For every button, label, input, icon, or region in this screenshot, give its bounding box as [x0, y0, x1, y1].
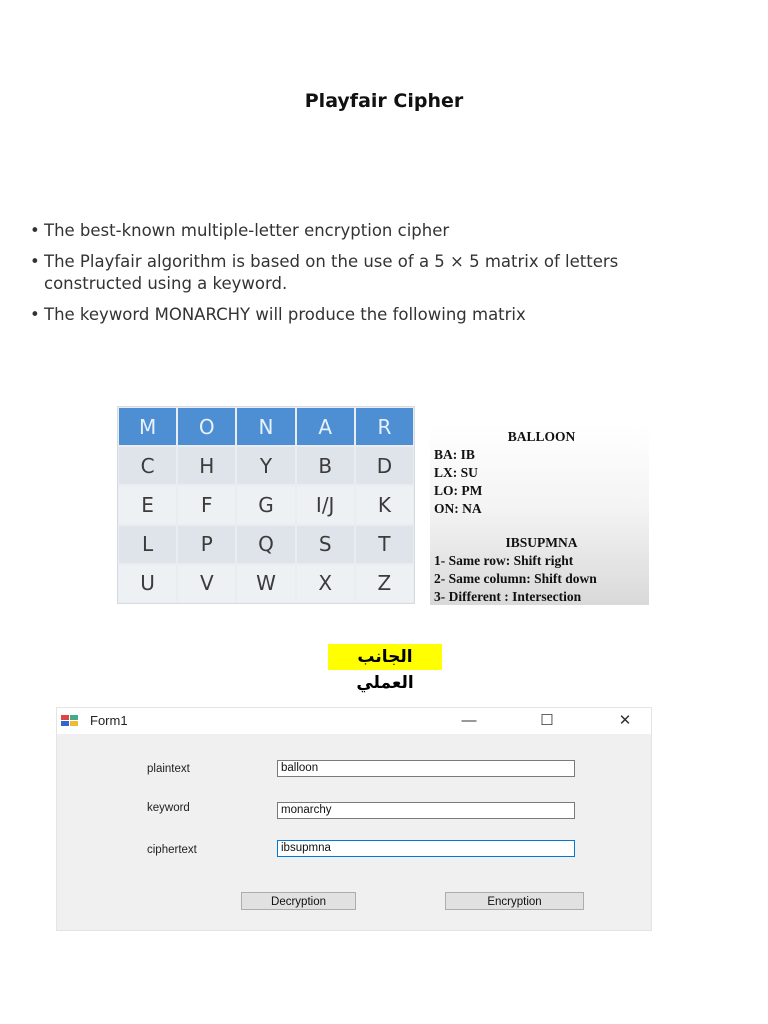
matrix-cell: X [297, 565, 354, 602]
minimize-button[interactable]: — [461, 712, 477, 729]
playfair-matrix [117, 406, 415, 604]
title-bar[interactable] [57, 708, 651, 734]
matrix-cell: T [356, 526, 413, 563]
keyword-input[interactable]: monarchy [277, 802, 575, 819]
plaintext-label: plaintext [147, 763, 190, 775]
matrix-cell: L [119, 526, 176, 563]
matrix-cell: W [237, 565, 294, 602]
matrix-cell: E [119, 486, 176, 523]
notes-pair: LX: SU [434, 465, 478, 480]
matrix-cell: A [297, 408, 354, 445]
form-app-icon [61, 715, 81, 727]
maximize-button[interactable]: ☐ [540, 712, 554, 729]
notes-pair: ON: NA [434, 501, 482, 516]
matrix-cell: Q [237, 526, 294, 563]
matrix-cell: R [356, 408, 413, 445]
matrix-cell: Y [237, 447, 294, 484]
matrix-cell: D [356, 447, 413, 484]
notes-pair: BA: IB [434, 447, 475, 462]
matrix-cell: O [178, 408, 235, 445]
matrix-cell: G [237, 486, 294, 523]
matrix-cell: H [178, 447, 235, 484]
matrix-cell: K [356, 486, 413, 523]
matrix-cell: V [178, 565, 235, 602]
matrix-cell: C [119, 447, 176, 484]
matrix-cell: M [119, 408, 176, 445]
bullet-item: • The best-known multiple-letter encryption cipher [30, 220, 670, 242]
matrix-cell: B [297, 447, 354, 484]
bullet-item: • The keyword MONARCHY will produce the following matrix [30, 304, 670, 326]
practical-section-heading: الجانب العملي [328, 644, 442, 670]
matrix-cell: S [297, 526, 354, 563]
matrix-cell: F [178, 486, 235, 523]
keyword-label: keyword [147, 802, 190, 814]
matrix-cell: Z [356, 565, 413, 602]
matrix-cell: P [178, 526, 235, 563]
notes-heading: BALLOON [507, 429, 576, 444]
matrix-cell: U [119, 565, 176, 602]
ciphertext-label: ciphertext [147, 844, 197, 856]
matrix-cell: I/J [297, 486, 354, 523]
encryption-button[interactable]: Encryption [445, 892, 584, 910]
notes-rule: 3- Different : Intersection [434, 589, 582, 604]
page-title: Playfair Cipher [304, 90, 464, 112]
close-button[interactable]: ✕ [618, 712, 632, 729]
notes-rule: 1- Same row: Shift right [434, 553, 574, 568]
example-notes [430, 424, 649, 605]
ciphertext-input[interactable]: ibsupmna [277, 840, 575, 857]
notes-rule: 2- Same column: Shift down [434, 571, 597, 586]
notes-pair: LO: PM [434, 483, 483, 498]
form-window [56, 707, 652, 931]
bullet-list [30, 220, 670, 335]
bullet-item: • The Playfair algorithm is based on the use of a 5 × 5 matrix of letters constructed using a keyword. [30, 251, 670, 295]
matrix-cell: N [237, 408, 294, 445]
decryption-button[interactable]: Decryption [241, 892, 356, 910]
plaintext-input[interactable]: balloon [277, 760, 575, 777]
notes-result: IBSUPMNA [505, 535, 578, 550]
window-title: Form1 [90, 713, 128, 728]
